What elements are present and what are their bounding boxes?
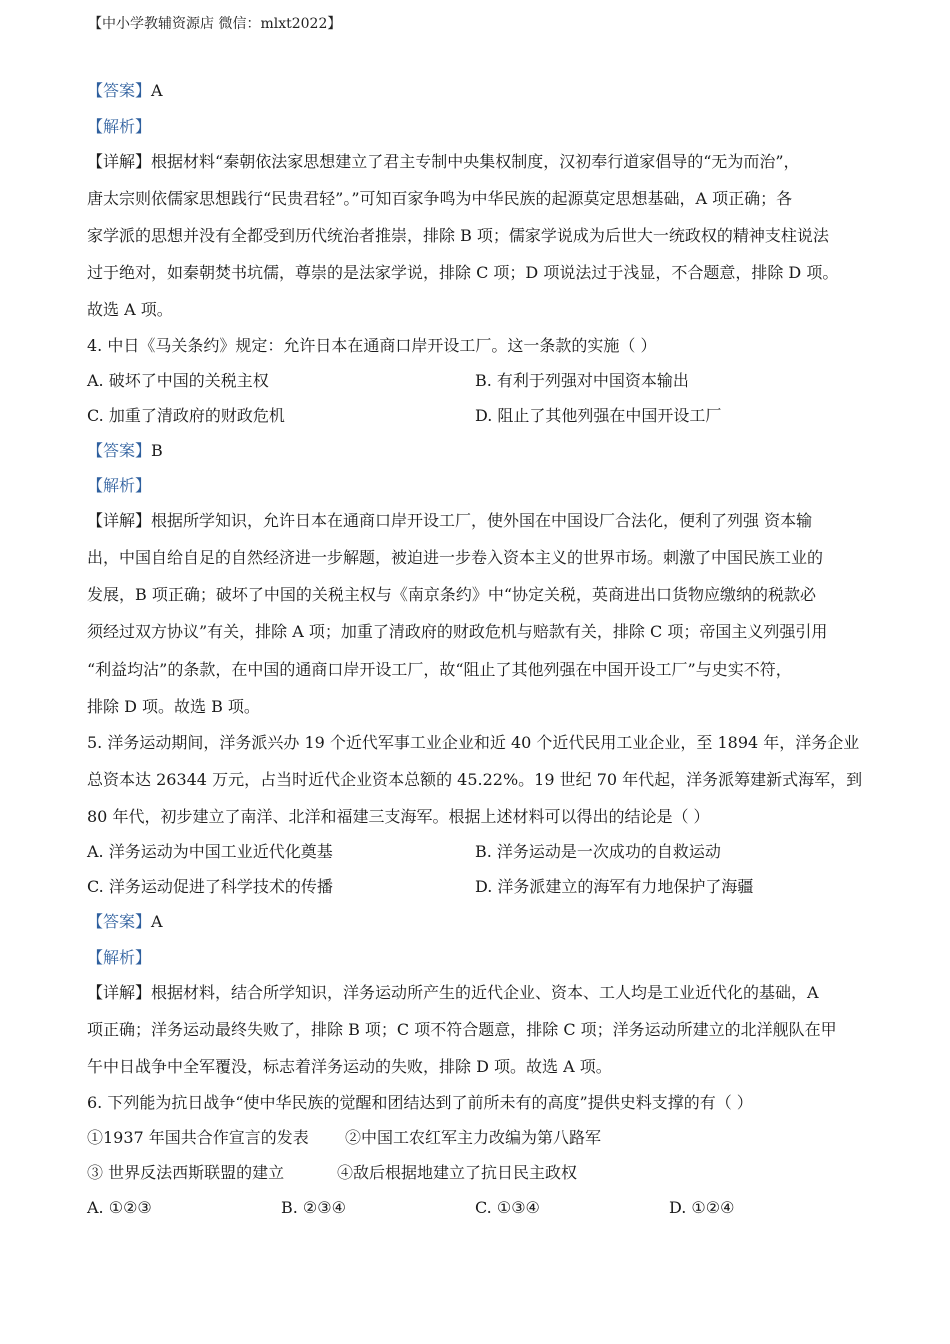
q5-detail-line: 项正确；洋务运动最终失败了，排除 B 项；C 项不符合题意，排除 C 项；洋务运动所建立的北洋舰队在甲: [87, 1020, 837, 1039]
q5-option-c: C. 洋务运动促进了科学技术的传播: [87, 877, 333, 896]
q4-detail-line: 【详解】根据所学知识，允许日本在通商口岸开设工厂，使外国在中国设厂合法化，便利了列强 资本输: [87, 511, 813, 530]
q6-items-row: [87, 1128, 863, 1148]
q6-item-2: ②中国工农红军主力改编为第八路军: [345, 1128, 602, 1147]
q4-options-row: [87, 406, 863, 426]
q6-items-row: [87, 1163, 863, 1183]
detail-tag: 【详解】: [87, 152, 152, 171]
q4-option-c: C. 加重了清政府的财政危机: [87, 406, 285, 425]
q6-item-1: ①1937 年国共合作宣言的发表: [87, 1128, 309, 1147]
q4-detail-line: “利益均沾”的条款，在中国的通商口岸开设工厂，故“阻止了其他列强在中国开设工厂”与史实不符，: [87, 660, 792, 679]
answer-tag: 【答案】: [87, 81, 152, 100]
q5-options-row: [87, 877, 863, 897]
q3-detail-line: 唐太宗则依儒家思想践行“民贵君轻”。”可知百家争鸣为中华民族的起源莫定思想基础，A 项正确；各: [87, 189, 793, 208]
q5-option-a: A. 洋务运动为中国工业近代化奠基: [87, 842, 333, 861]
q5-answer-value: A: [151, 912, 163, 931]
q6-item-3: ③ 世界反法西斯联盟的建立: [87, 1163, 285, 1182]
q6-option-c: C. ①③④: [475, 1198, 540, 1217]
q3-answer-value: A: [151, 81, 163, 100]
q5-stem-line: 5. 洋务运动期间，洋务派兴办 19 个近代军事工业企业和近 40 个近代民用工业企业，至 1894 年，洋务企业: [87, 733, 860, 752]
q3-detail-line: 过于绝对，如秦朝焚书坑儒，尊崇的是法家学说，排除 C 项；D 项说法过于浅显，不合题意，排除 D 项。: [87, 263, 839, 282]
q3-analysis-tag: 【解析】: [87, 117, 152, 136]
q5-options-row: [87, 842, 863, 862]
q4-analysis-tag: 【解析】: [87, 476, 152, 495]
q5-stem-line: 80 年代，初步建立了南洋、北洋和福建三支海军。根据上述材料可以得出的结论是（ ）: [87, 807, 710, 826]
q4-stem: 4. 中日《马关条约》规定：允许日本在通商口岸开设工厂。这一条款的实施（ ）: [87, 336, 657, 355]
q5-analysis-tag: 【解析】: [87, 948, 152, 967]
q5-detail-line: 午中日战争中全军覆没，标志着洋务运动的失败，排除 D 项。故选 A 项。: [87, 1057, 612, 1076]
q5-option-b: B. 洋务运动是一次成功的自救运动: [475, 842, 721, 861]
q3-detail-line: 故选 A 项。: [87, 300, 173, 319]
q4-option-a: A. 破坏了中国的关税主权: [87, 371, 269, 390]
q5-option-d: D. 洋务派建立的海军有力地保护了海疆: [475, 877, 754, 896]
q6-item-4: ④敌后根据地建立了抗日民主政权: [337, 1163, 578, 1182]
q6-option-a: A. ①②③: [87, 1198, 152, 1217]
q3-detail-line: 家学派的思想并没有全都受到历代统治者推崇，排除 B 项；儒家学说成为后世大一统政权的精神支柱说法: [87, 226, 829, 245]
q4-answer-value: B: [151, 441, 163, 460]
q4-detail-line: 排除 D 项。故选 B 项。: [87, 697, 260, 716]
q4-detail-line: 发展，B 项正确；破坏了中国的关税主权与《南京条约》中“协定关税，英商进出口货物应缴纳的税款必: [87, 585, 817, 604]
q3-detail-line: 【详解】根据材料“秦朝依法家思想建立了君主专制中央集权制度，汉初奉行道家倡导的“无为而治”，: [87, 152, 800, 171]
q5-answer: 【答案】A: [87, 912, 163, 931]
q4-options-row: [87, 371, 863, 391]
q4-detail-line: 须经过双方协议”有关，排除 A 项；加重了清政府的财政危机与赔款有关，排除 C 项；帝国主义列强引用: [87, 622, 828, 641]
q5-stem-line: 总资本达 26344 万元，占当时近代企业资本总额的 45.22%。19 世纪 70 年代起，洋务派筹建新式海军，到: [87, 770, 863, 789]
page-header: 【中小学教辅资源店 微信：mlxt2022】: [88, 16, 342, 32]
q4-option-d: D. 阻止了其他列强在中国开设工厂: [475, 406, 722, 425]
q4-detail-line: 出，中国自给自足的自然经济进一步解题，被迫进一步卷入资本主义的世界市场。刺激了中国民族工业的: [87, 548, 824, 567]
q3-answer: [87, 81, 863, 101]
q5-detail-line: 【详解】根据材料，结合所学知识，洋务运动所产生的近代企业、资本、工人均是工业近代化的基础，A: [87, 983, 819, 1002]
q6-option-d: D. ①②④: [669, 1198, 735, 1217]
q6-stem: 6. 下列能为抗日战争“使中华民族的觉醒和团结达到了前所未有的高度”提供史料支撑的有（ ）: [87, 1093, 753, 1112]
q4-answer: 【答案】B: [87, 441, 163, 460]
q6-option-b: B. ②③④: [281, 1198, 346, 1217]
q4-option-b: B. 有利于列强对中国资本输出: [475, 371, 689, 390]
